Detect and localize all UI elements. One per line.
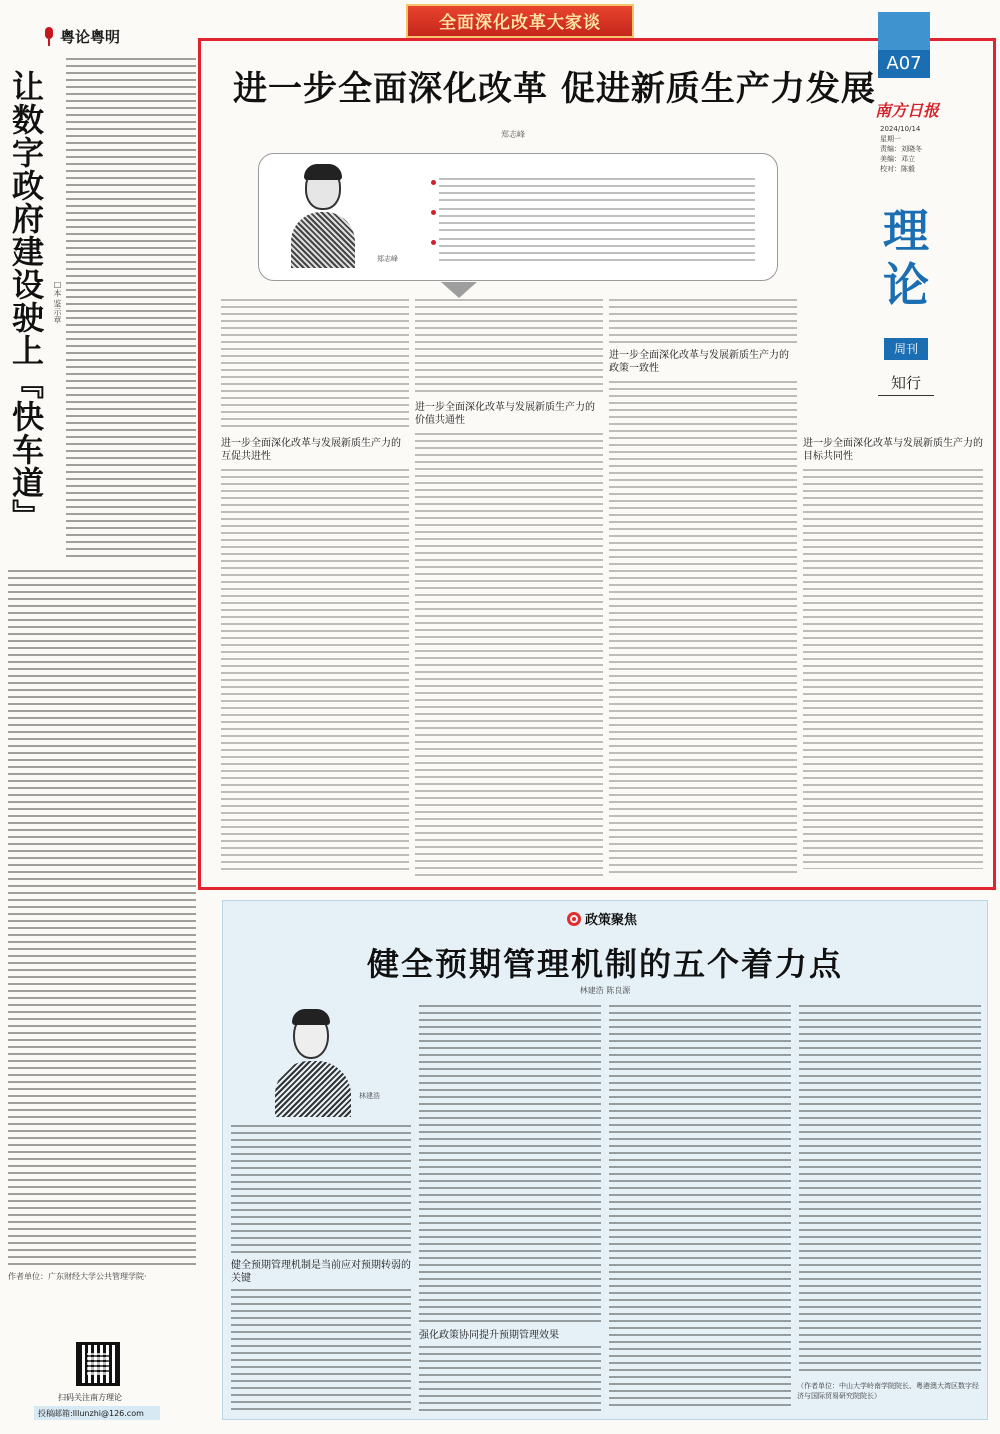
policy-tag (567, 909, 637, 928)
policy-column-3 (609, 1005, 791, 1411)
author-portrait (291, 164, 357, 268)
column-brand (42, 26, 120, 47)
paragraph-block (231, 1289, 411, 1413)
paragraph-block (415, 433, 603, 879)
policy-column-4 (799, 1005, 981, 1375)
page-number-bar (878, 12, 930, 50)
policy-subhead: 健全预期管理机制是当前应对预期转弱的关键 (231, 1260, 411, 1284)
main-article-title[interactable]: 进一步全面深化改革 促进新质生产力发展 (233, 69, 876, 109)
policy-column-1 (231, 1125, 411, 1413)
target-icon (567, 912, 581, 926)
opinion-author-note: 作者单位：广东财经大学公共管理学院· (8, 1272, 147, 1281)
main-article-author: 郑志峰 (501, 130, 525, 139)
paragraph-block (221, 469, 409, 875)
portrait-caption: 郑志峰 (377, 255, 398, 263)
summary-point (431, 208, 755, 236)
newspaper-logo: 南方日报 (874, 101, 939, 120)
policy-author-note: （作者单位：中山大学岭南学院院长、粤港澳大湾区数字经济与国际贸易研究院院长） (797, 1382, 979, 1400)
opinion-title: 让数字政府建设驶上『快车道』 (7, 70, 45, 532)
paragraph-block (609, 381, 797, 875)
opinion-author: □本 鉴示章 (53, 280, 62, 324)
paragraph-block (415, 299, 603, 395)
issue-date: 2024/10/14 (880, 125, 921, 133)
bubble-pointer (441, 282, 477, 298)
page-number: A07 (878, 50, 930, 78)
weekly-badge: 周刊 (884, 338, 928, 360)
microphone-icon (42, 27, 56, 47)
paragraph-block (609, 299, 797, 343)
article-column-4 (803, 431, 983, 879)
article-subhead: 进一步全面深化改革与发展新质生产力的政策一致性 (609, 350, 789, 374)
summary-bubble (258, 153, 778, 281)
column-brand-label: 粤论粤明 (60, 28, 121, 46)
policy-authors: 林建浩 陈良源 (579, 986, 631, 995)
summary-points (431, 178, 755, 268)
paragraph-block (419, 1005, 601, 1325)
article-subhead: 进一步全面深化改革与发展新质生产力的价值共通性 (415, 402, 595, 426)
paragraph-block (609, 1005, 791, 1411)
article-column-2 (415, 299, 603, 879)
policy-focus-article[interactable] (222, 900, 988, 1420)
article-column-1 (221, 299, 409, 879)
main-article[interactable] (198, 38, 996, 890)
opinion-column (0, 0, 200, 1434)
paragraph-block (231, 1125, 411, 1255)
submission-email[interactable]: 投稿邮箱:lllunzhi@126.com (34, 1406, 160, 1420)
paragraph-block (419, 1346, 601, 1416)
sub-section-name: 知行 (878, 372, 934, 396)
policy-subhead: 强化政策协同提升预期管理效果 (419, 1330, 559, 1341)
paragraph-block (221, 299, 409, 431)
section-name: 理论 (883, 204, 929, 312)
opinion-body-top (66, 58, 196, 558)
issue-editor: 责编：刘晓冬 (880, 145, 922, 153)
article-column-3 (609, 299, 797, 879)
opinion-body-bottom (8, 570, 196, 1270)
paragraph-block (803, 469, 983, 869)
issue-proofreader: 校对：陈毅 (880, 165, 915, 173)
paragraph-block (799, 1005, 981, 1375)
policy-tag-label: 政策聚焦 (585, 913, 638, 928)
section-banner: 全面深化改革大家谈 (406, 4, 634, 38)
qr-code[interactable] (76, 1342, 120, 1386)
policy-column-2 (419, 1005, 601, 1416)
policy-title[interactable]: 健全预期管理机制的五个着力点 (366, 945, 843, 983)
issue-designer: 美编：邓立 (880, 155, 915, 163)
summary-point (431, 238, 755, 266)
issue-weekday: 星期一 (880, 135, 901, 143)
summary-point (431, 178, 755, 206)
qr-caption: 扫码关注南方理论 (58, 1393, 122, 1402)
article-subhead: 进一步全面深化改革与发展新质生产力的目标共同性 (803, 438, 983, 462)
author-portrait (271, 1005, 355, 1117)
issue-meta (880, 124, 940, 174)
article-subhead: 进一步全面深化改革与发展新质生产力的互促共进性 (221, 438, 401, 462)
portrait-caption: 林建浩 (359, 1092, 380, 1100)
